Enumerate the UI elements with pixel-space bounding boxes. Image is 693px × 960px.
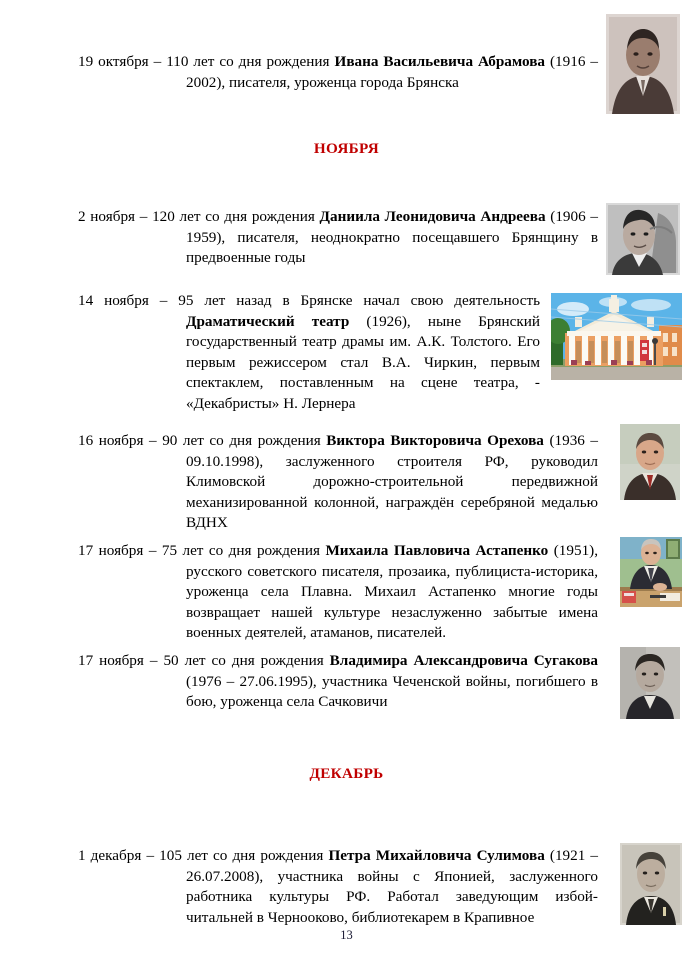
entry-rest: (1916 – 2002), писателя, уроженца города Брянска: [186, 53, 599, 91]
entry-lead: 120 лет со дня рождения: [152, 208, 315, 225]
entry-lead: 90 лет со дня рождения: [162, 432, 321, 449]
entry-sulimov-text: [78, 846, 598, 928]
month-heading-december: [0, 765, 693, 783]
entry-person-name: Владимира Александровича Сугакова: [329, 652, 598, 669]
entry-date: 2 ноября: [78, 208, 136, 225]
portrait-abramov-image: [606, 14, 680, 114]
entry-abramov-text: [78, 52, 598, 93]
entry-astapenko-text: [78, 541, 598, 644]
entry-lead: 50 лет со дня рождения: [163, 652, 324, 669]
entry-dash: –: [153, 53, 162, 70]
entry-person-name: Петра Михайловича Сулимова: [328, 847, 545, 864]
portrait-sugakov: [620, 647, 680, 719]
portrait-astapenko-image: [620, 537, 682, 607]
entry-rest: (1906 – 1959), писателя, неоднократно посещавшего Брянщину в предвоенные годы: [186, 208, 599, 267]
entry-dash: –: [149, 652, 158, 669]
entry-person-name: Драматический театр: [186, 312, 350, 330]
entry-person-name: Михаила Павловича Астапенко: [325, 542, 549, 559]
entry-dash: –: [139, 208, 148, 225]
entry-rest: (1926), ныне Брянский государственный театр драмы им. А.К. Толстого. Его первым режиссером стал В.А. Чиркин, первым спектаклем, поставленным на сцене театра, - «Декабристы» Н. Лернера: [186, 312, 541, 412]
entry-date: 1 декабря: [78, 847, 142, 864]
entry-andreev: [78, 207, 598, 269]
entry-date: 14 ноября: [78, 292, 149, 309]
entry-andreev-text: [78, 207, 598, 269]
entry-lead: 105 лет со дня рождения: [159, 847, 324, 864]
entry-lead: 110 лет со дня рождения: [166, 53, 330, 70]
page-number: [0, 928, 693, 943]
month-heading-december-label: ДЕКАБРЬ: [309, 765, 384, 782]
entry-date: 16 ноября: [78, 432, 144, 449]
entry-lead: 75 лет со дня рождения: [161, 542, 320, 559]
entry-astapenko: [78, 541, 598, 644]
entry-date: 17 ноября: [78, 652, 144, 669]
portrait-andreev: [606, 203, 680, 275]
entry-date: 19 октября: [78, 53, 149, 70]
entry-orehov-text: [78, 431, 598, 534]
entry-dash: –: [149, 432, 157, 449]
entry-dash: –: [159, 292, 168, 309]
entry-date: 17 ноября: [78, 542, 144, 559]
entry-rest: (1951), русского советского писателя, прозаика, публициста-историка, уроженца села Плавна. Михаил Астапенко многие годы возвращает нашей культуре незаслуженно забытые имена военных деятелей, атаманов, писателей.: [186, 542, 599, 642]
portrait-andreev-image: [606, 203, 680, 275]
entry-rest: (1976 – 27.06.1995), участника Чеченской войны, погибшего в бою, уроженца села Сачковичи: [186, 672, 598, 711]
entry-dash: –: [146, 847, 155, 864]
entry-abramov: [78, 52, 598, 93]
page-number-value: 13: [340, 928, 353, 942]
portrait-sulimov: [620, 843, 682, 925]
portrait-abramov: [606, 14, 680, 114]
entry-theatre-text: [78, 291, 540, 415]
entry-rest: (1921 – 26.07.2008), участника войны с Японией, заслуженного работника культуры РФ. Работал заведующим избой-читальней в Чернооково, библиотекарем в Крапивное: [186, 847, 599, 926]
month-heading-november-label: НОЯБРЯ: [313, 140, 380, 157]
portrait-sugakov-image: [620, 647, 680, 719]
entry-sugakov: [78, 651, 598, 713]
entry-theatre: [78, 291, 540, 415]
entry-sulimov: [78, 846, 598, 928]
portrait-orehov: [620, 424, 680, 500]
photo-bryansk-drama-theatre: [551, 293, 682, 380]
entry-person-name: Ивана Васильевича Абрамова: [334, 53, 546, 70]
entry-lead: 95 лет назад в Брянске начал свою деятельность: [178, 292, 541, 309]
entry-rest: (1936 – 09.10.1998), заслуженного строителя РФ, руководил Климовской дорожно-строительной передвижной механизированной колонной, награждён серебряной медалью ВДНХ: [186, 432, 599, 532]
portrait-astapenko: [620, 537, 682, 607]
entry-orehov: [78, 431, 598, 534]
entry-sugakov-text: [78, 651, 598, 713]
photo-bryansk-drama-theatre-image: [551, 293, 682, 380]
entry-person-name: Даниила Леонидовича Андреева: [319, 208, 546, 225]
entry-dash: –: [148, 542, 157, 559]
portrait-orehov-image: [620, 424, 680, 500]
portrait-sulimov-image: [620, 843, 682, 925]
entry-person-name: Виктора Викторовича Орехова: [326, 432, 544, 449]
month-heading-november: [0, 140, 693, 158]
